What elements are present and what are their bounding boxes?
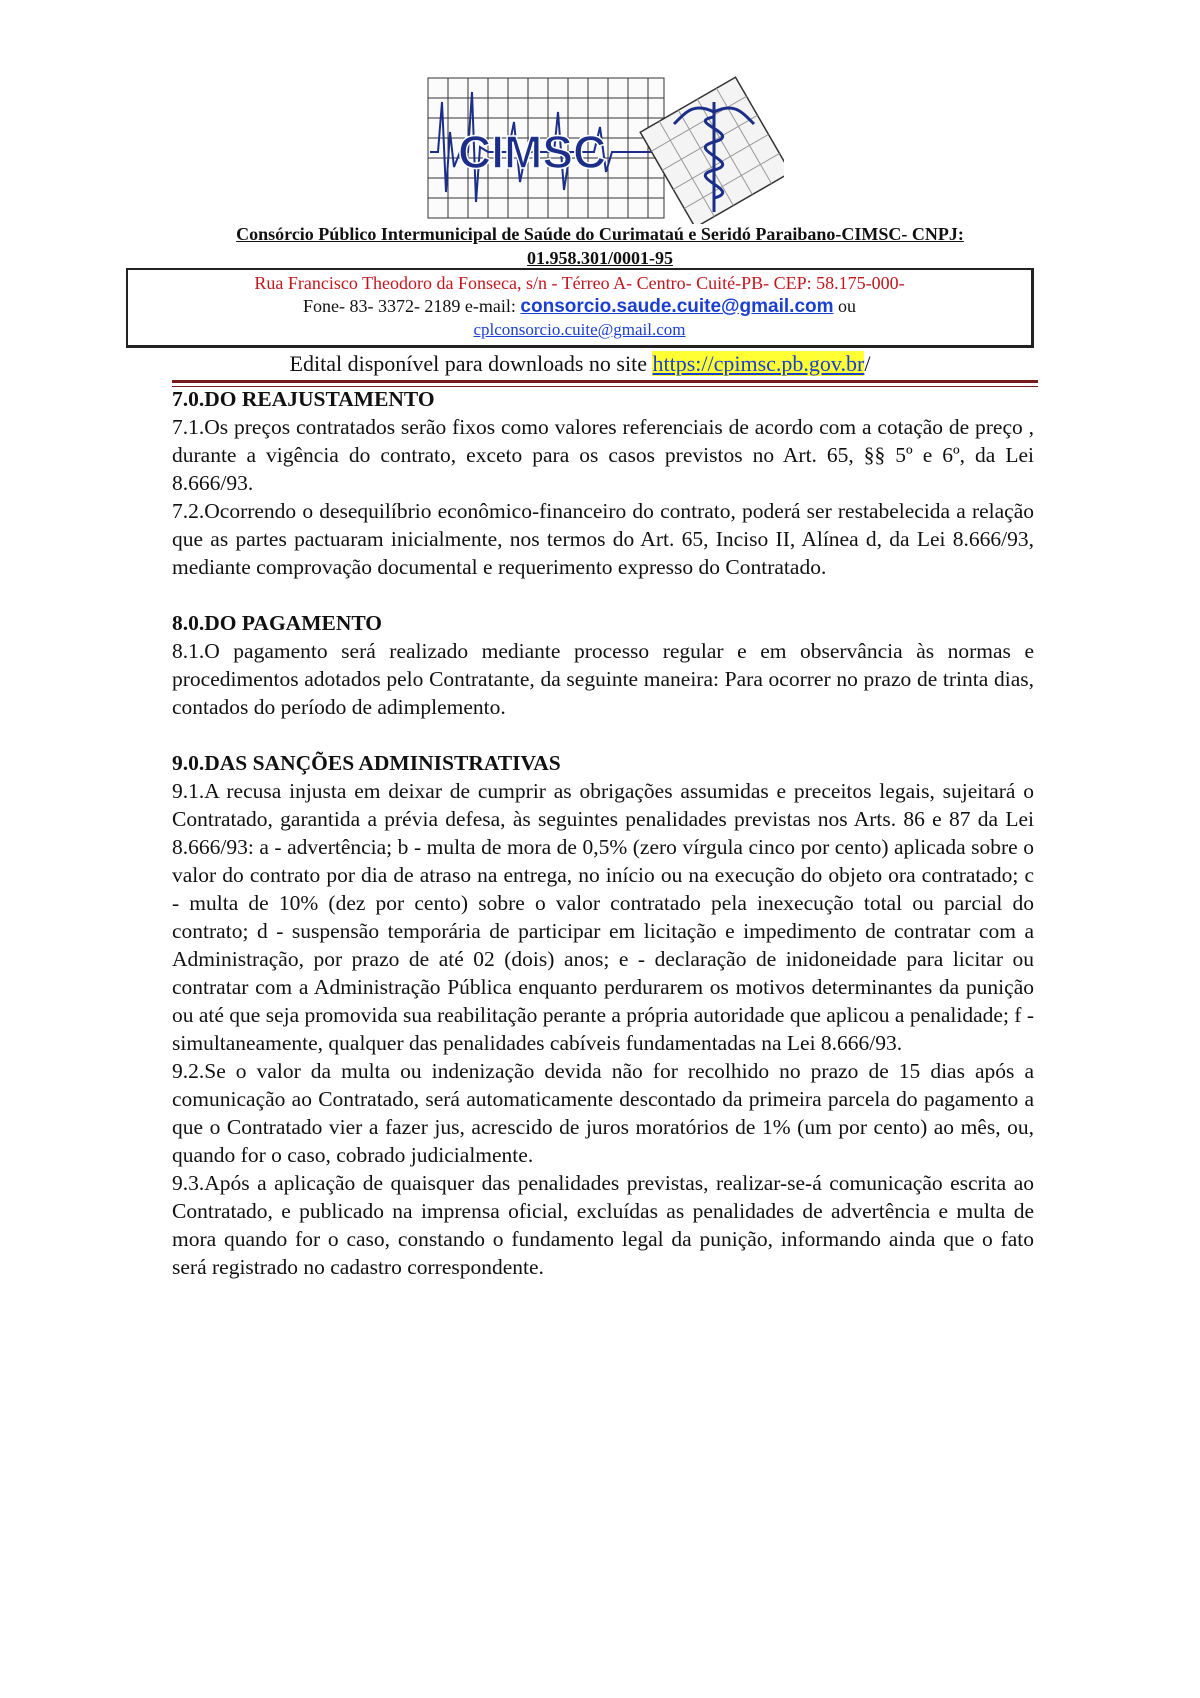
clause-9-3: 9.3.Após a aplicação de quaisquer das penalidades previstas, realizar-se-á comunicação escrita ao Contratado, e publicado na imprensa oficial, excluídas as penalidades de advertência e multa de mora quando for o caso, constando o fundamento legal da punição, informando ainda que o fato será registrado no cadastro correspondente. <box>172 1171 1034 1279</box>
section-8-title: 8.0.DO PAGAMENTO <box>172 611 383 635</box>
document-body <box>172 385 1034 1281</box>
clause-9-1: 9.1.A recusa injusta em deixar de cumprir as obrigações assumidas e preceitos legais, sujeitará o Contratado, garantida a prévia defesa, às seguintes penalidades previstas nos Arts. 86 e 87 da Lei 8.666/93: a - advertência; b - multa de mora de 0,5% (zero vírgula cinco por cento) aplicada sobre o valor do contrato por dia de atraso na entrega, no início ou na execução do objeto ora contratado; c - multa de 10% (dez por cento) sobre o valor contratado pela inexecução total ou parcial do contrato; d - suspensão temporária de participar em licitação e impedimento de contratar com a Administração, por prazo de até 02 (dois) anos; e - declaração de inidoneidade para licitar ou contratar com a Administração Pública enquanto perdurarem os motivos determinantes da punição ou até que seja promovida sua reabilitação perante a própria autoridade que aplicou a penalidade; f - simultaneamente, qualquer das penalidades cabíveis fundamentadas na Lei 8.666/93. <box>172 779 1035 1055</box>
header-rule-thick <box>172 380 1038 383</box>
clause-7-2: 7.2.Ocorrendo o desequilíbrio econômico-financeiro do contrato, poderá ser restabelecida a relação que as partes pactuaram inicialmente, nos termos do Art. 65, Inciso II, Alínea d, da Lei 8.666/93, mediante comprovação documental e requerimento expresso do Contratado. <box>172 499 1034 579</box>
org-cnpj: 01.958.301/0001-95 <box>527 248 673 268</box>
email-link-cpl[interactable]: cplconsorcio.cuite@gmail.com <box>473 320 686 339</box>
clause-9-2: 9.2.Se o valor da multa ou indenização devida não for recolhido no prazo de 15 dias após a comunicação ao Contratado, será automaticamente descontado da primeira parcela do pagamento a que o Contratado vier a fazer jus, acrescido de juros moratórios de 1% (um por cento) ao mês, ou, quando for o caso, cobrado judicialmente. <box>172 1059 1034 1167</box>
section-7-title: 7.0.DO REAJUSTAMENTO <box>172 387 435 411</box>
edital-suffix: / <box>864 351 871 376</box>
clause-8-1: 8.1.O pagamento será realizado mediante processo regular e em observância às normas e procedimentos adotados pelo Contratante, da seguinte maneira: Para ocorrer no prazo de trinta dias, contados do período de adimplemento. <box>172 639 1034 719</box>
cimsc-logo <box>424 72 784 224</box>
phone-suffix: ou <box>838 296 857 316</box>
edital-prefix: Edital disponível para downloads no site <box>289 351 647 376</box>
edital-line <box>126 350 1034 378</box>
logo-text: CIMSC <box>458 126 607 178</box>
clause-7-1: 7.1.Os preços contratados serão fixos como valores referenciais de acordo com a cotação de preço , durante a vigência do contrato, exceto para os casos previstos no Art. 65, §§ 5º e 6º, da Lei 8.666/93. <box>172 415 1034 495</box>
section-9-title: 9.0.DAS SANÇÕES ADMINISTRATIVAS <box>172 751 561 775</box>
edital-site-link[interactable]: https://cpimsc.pb.gov.br <box>652 351 865 376</box>
phone-prefix: Fone- 83- 3372- 2189 e-mail: <box>302 296 516 316</box>
phone-line <box>128 294 1031 319</box>
email-link-consorcio[interactable]: consorcio.saude.cuite@gmail.com <box>520 296 834 317</box>
org-name-line1: Consórcio Público Intermunicipal de Saúde do Curimataú e Seridó Paraibano-CIMSC- CNPJ: <box>236 224 964 244</box>
contact-box <box>126 268 1034 348</box>
address: Rua Francisco Theodoro da Fonseca, s/n - Térreo A- Centro- Cuité-PB- CEP: 58.175-000- <box>254 273 905 293</box>
